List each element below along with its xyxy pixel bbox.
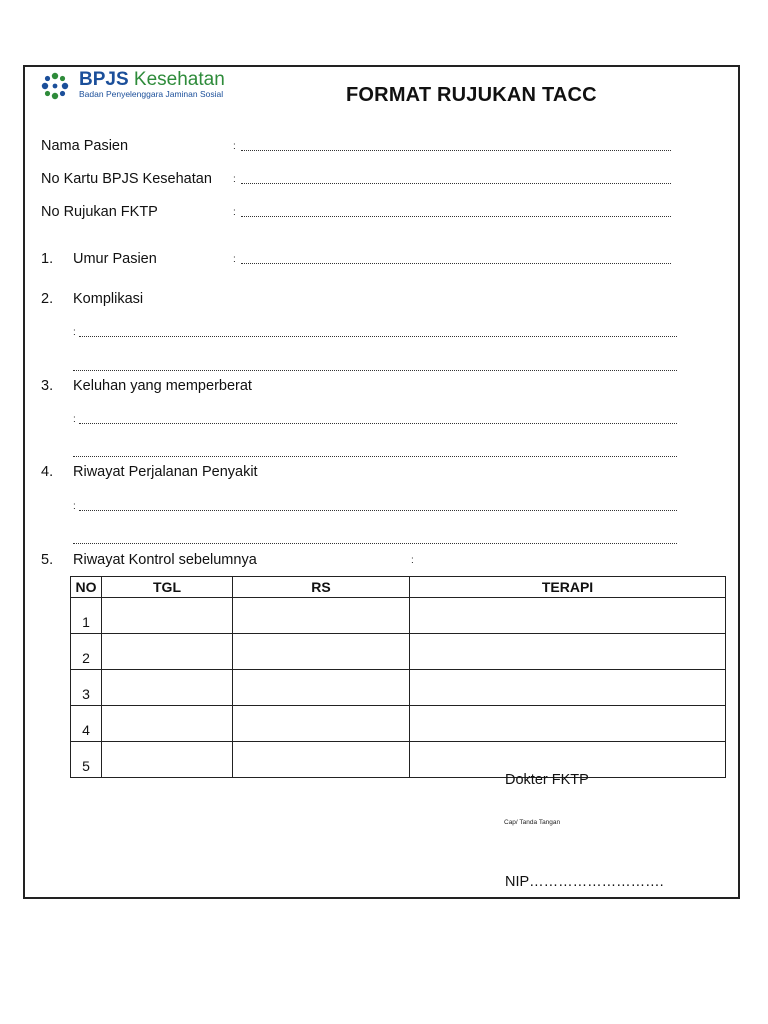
komplikasi-line-2[interactable] bbox=[73, 370, 677, 371]
field-colon: : bbox=[411, 555, 414, 566]
field-label-no-rujukan: No Rujukan FKTP bbox=[41, 204, 158, 220]
terapi-cell[interactable] bbox=[410, 706, 726, 742]
item-label-riwayat-kontrol: Riwayat Kontrol sebelumnya bbox=[73, 552, 257, 568]
tgl-cell[interactable] bbox=[102, 742, 233, 778]
tgl-cell[interactable] bbox=[102, 634, 233, 670]
no-rujukan-line[interactable] bbox=[241, 216, 671, 217]
item-label-keluhan: Keluhan yang memperberat bbox=[73, 378, 252, 394]
field-colon: : bbox=[73, 327, 76, 338]
row-number: 3 bbox=[71, 670, 102, 706]
terapi-cell[interactable] bbox=[410, 634, 726, 670]
nama-pasien-line[interactable] bbox=[241, 150, 671, 151]
umur-pasien-line[interactable] bbox=[241, 263, 671, 264]
column-header-no: NO bbox=[71, 577, 102, 598]
keluhan-line-1[interactable] bbox=[79, 423, 677, 424]
tgl-cell[interactable] bbox=[102, 598, 233, 634]
column-header-tgl: TGL bbox=[102, 577, 233, 598]
row-number: 4 bbox=[71, 706, 102, 742]
no-kartu-line[interactable] bbox=[241, 183, 671, 184]
signature-role: Dokter FKTP bbox=[505, 772, 589, 788]
rs-cell[interactable] bbox=[233, 670, 410, 706]
terapi-cell[interactable] bbox=[410, 670, 726, 706]
riwayat-penyakit-line-2[interactable] bbox=[73, 543, 677, 544]
field-colon: : bbox=[233, 207, 236, 218]
row-number: 5 bbox=[71, 742, 102, 778]
bpjs-logo bbox=[39, 70, 239, 100]
tgl-cell[interactable] bbox=[102, 670, 233, 706]
field-label-no-kartu: No Kartu BPJS Kesehatan bbox=[41, 171, 212, 187]
field-label-nama-pasien: Nama Pasien bbox=[41, 138, 129, 154]
keluhan-line-2[interactable] bbox=[73, 456, 677, 457]
nip-field[interactable]: NIP………………………. bbox=[505, 874, 664, 890]
field-colon: : bbox=[233, 141, 236, 152]
rs-cell[interactable] bbox=[233, 634, 410, 670]
riwayat-penyakit-line-1[interactable] bbox=[79, 510, 677, 511]
row-number: 1 bbox=[71, 598, 102, 634]
item-number: 1. bbox=[41, 251, 54, 267]
table-row bbox=[71, 598, 726, 634]
table-row bbox=[71, 742, 726, 778]
rs-cell[interactable] bbox=[233, 598, 410, 634]
item-number: 2. bbox=[41, 291, 54, 307]
item-number: 3. bbox=[41, 378, 54, 394]
logo-subtitle: Badan Penyelenggara Jaminan Sosial bbox=[79, 89, 224, 99]
stamp-note: Cap/ Tanda Tangan bbox=[504, 819, 561, 826]
bpjs-logo-icon bbox=[39, 70, 71, 102]
item-number: 4. bbox=[41, 464, 54, 480]
form-title: FORMAT RUJUKAN TACC bbox=[346, 84, 597, 106]
field-colon: : bbox=[73, 501, 76, 512]
logo-brand-primary: BPJS bbox=[79, 69, 129, 90]
column-header-rs: RS bbox=[233, 577, 410, 598]
field-colon: : bbox=[233, 174, 236, 185]
table-row bbox=[71, 634, 726, 670]
item-label-umur-pasien: Umur Pasien bbox=[73, 251, 157, 267]
terapi-cell[interactable] bbox=[410, 598, 726, 634]
row-number: 2 bbox=[71, 634, 102, 670]
tgl-cell[interactable] bbox=[102, 706, 233, 742]
table-header-row bbox=[71, 577, 726, 598]
rs-cell[interactable] bbox=[233, 742, 410, 778]
logo-wordmark bbox=[79, 70, 225, 90]
table-row bbox=[71, 670, 726, 706]
column-header-terapi: TERAPI bbox=[410, 577, 726, 598]
table-row bbox=[71, 706, 726, 742]
field-colon: : bbox=[233, 254, 236, 265]
riwayat-kontrol-table bbox=[70, 576, 726, 778]
item-label-komplikasi: Komplikasi bbox=[73, 291, 144, 307]
rs-cell[interactable] bbox=[233, 706, 410, 742]
item-label-riwayat-penyakit: Riwayat Perjalanan Penyakit bbox=[73, 464, 258, 480]
logo-brand-secondary: Kesehatan bbox=[133, 69, 225, 90]
komplikasi-line-1[interactable] bbox=[79, 336, 677, 337]
field-colon: : bbox=[73, 414, 76, 425]
item-number: 5. bbox=[41, 552, 54, 568]
